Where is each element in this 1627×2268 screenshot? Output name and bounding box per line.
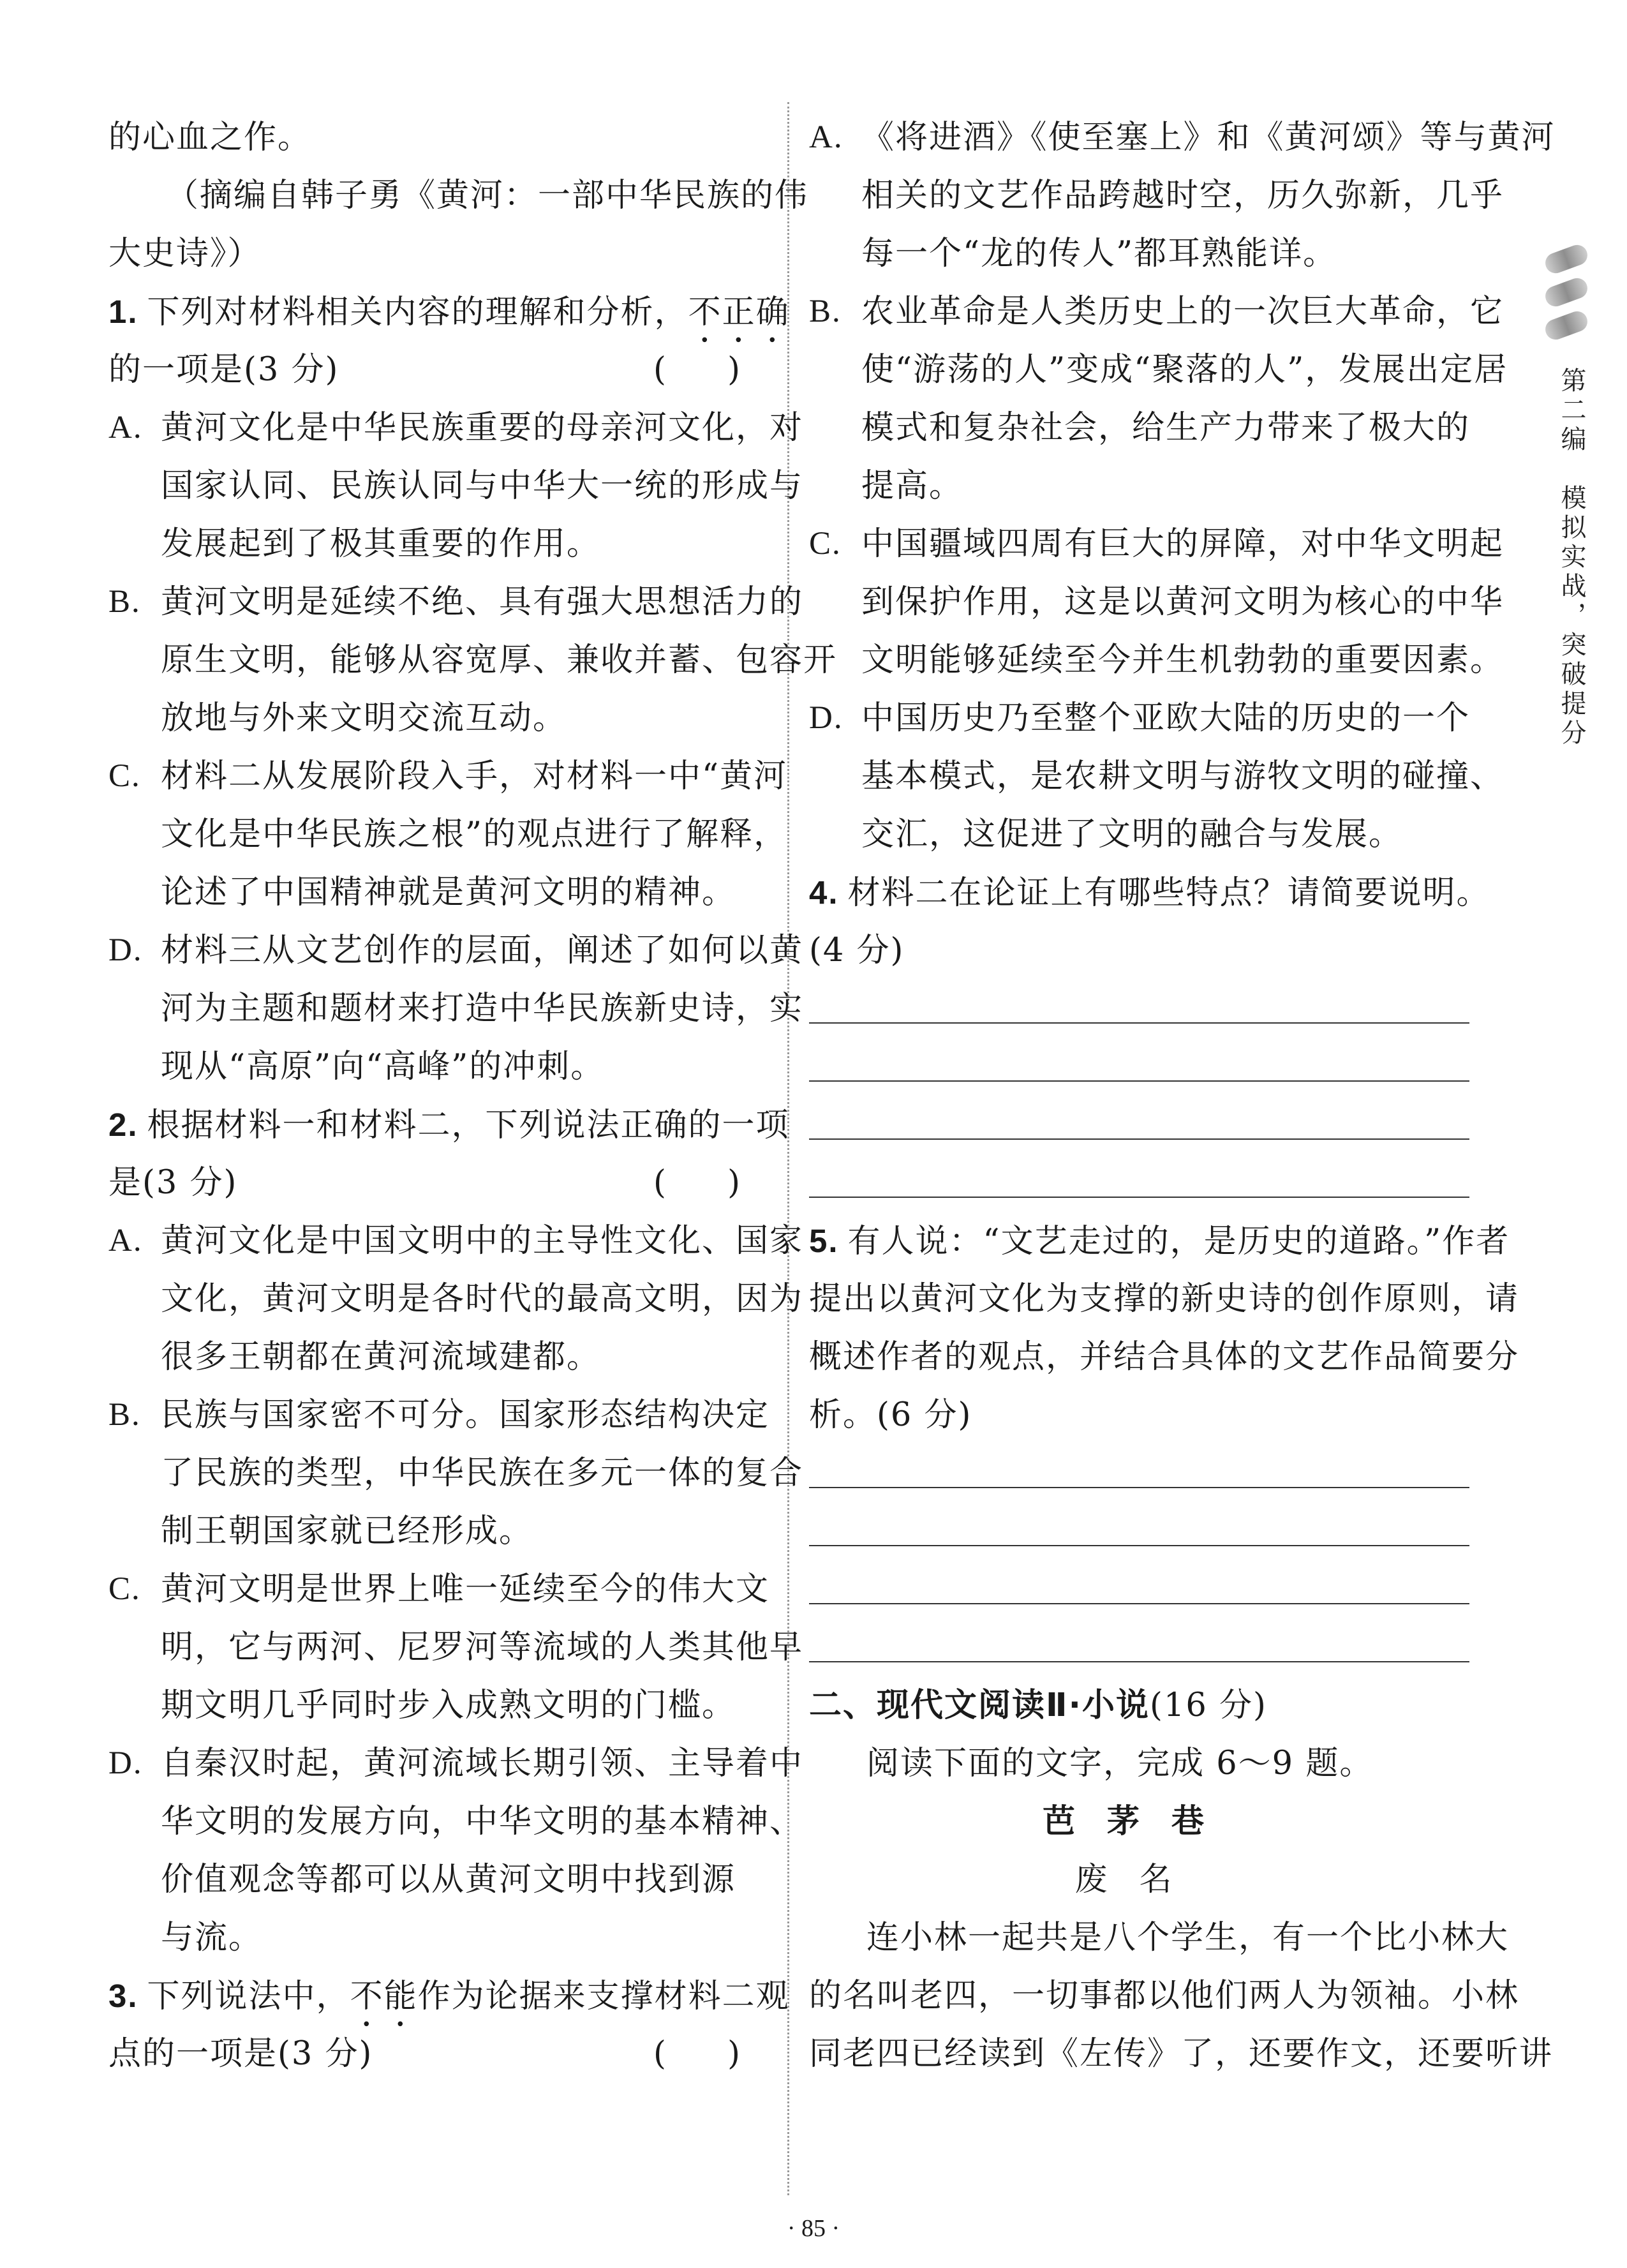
q4-answer-line[interactable] [809, 980, 1469, 1038]
option-line [108, 515, 766, 573]
left-column [108, 108, 838, 2083]
option-text: 文明能够延续至今并生机勃勃的重要因素。 [861, 641, 1504, 679]
option-line [809, 341, 1508, 399]
option-text: 中国历史乃至整个亚欧大陆的历史的一个 [861, 699, 1471, 737]
option-letter[interactable]: C. [809, 526, 842, 562]
q4-answer-line[interactable] [809, 1096, 1469, 1154]
option-text: 论述了中国精神就是黄河文明的精神。 [161, 874, 736, 911]
option-line [809, 457, 1469, 515]
option-line [108, 1735, 804, 1793]
option-letter[interactable]: A. [809, 119, 843, 155]
source-line-1: （摘编自韩子勇《黄河：一部中华民族的伟 [166, 177, 809, 214]
option-letter [108, 1038, 161, 1096]
option-line [809, 399, 1469, 457]
option-line [108, 399, 804, 457]
q5-answer-line[interactable] [809, 1618, 1469, 1676]
option-line [809, 515, 1504, 573]
side-section-tab [1541, 242, 1592, 749]
option-line [809, 167, 1504, 225]
option-text: 华文明的发展方向，中华文明的基本精神、 [161, 1803, 804, 1840]
story-text-line: 的名叫老四，一切事都以他们两人为领袖。小林 [809, 1977, 1520, 2015]
option-letter [809, 225, 861, 283]
option-line [108, 1502, 766, 1560]
q4-answer-line[interactable] [809, 1038, 1469, 1096]
option-line [809, 573, 1504, 631]
option-line [108, 1038, 766, 1096]
option-letter [108, 1328, 161, 1386]
story-author: 废名 [1074, 1861, 1204, 1899]
q3-stem-line1 [108, 1967, 790, 2025]
option-text: 模式和复杂社会，给生产力带来了极大的 [861, 409, 1471, 447]
q2-options [108, 1212, 804, 1967]
q2-answer-paren[interactable]: ( ) [653, 1164, 766, 1202]
option-line [809, 747, 1504, 805]
option-text: 黄河文化是中华民族重要的母亲河文化，对 [161, 409, 804, 447]
option-line [108, 1851, 766, 1909]
option-text: 相关的文艺作品跨越时空，历久弥新，几乎 [861, 177, 1504, 214]
option-text: 中国疆域四周有巨大的屏障，对中华文明起 [861, 525, 1504, 563]
q2-number: 2. [108, 1107, 138, 1143]
option-text: 《将进酒》《使至塞上》和《黄河颂》等与黄河 [861, 119, 1556, 156]
option-letter [108, 1618, 161, 1676]
q5-answer-line[interactable] [809, 1560, 1469, 1618]
option-text: 提高。 [861, 467, 963, 505]
option-line [108, 1676, 766, 1735]
option-letter[interactable]: C. [108, 758, 141, 794]
option-letter[interactable]: D. [108, 1745, 143, 1781]
option-letter[interactable]: B. [108, 1397, 141, 1433]
option-text: 制王朝国家就已经形成。 [161, 1512, 533, 1550]
option-letter [108, 1851, 161, 1909]
option-letter[interactable]: D. [108, 932, 143, 968]
q3-answer-paren[interactable]: ( ) [653, 2035, 766, 2073]
q1-answer-paren[interactable]: ( ) [653, 351, 766, 389]
option-letter [809, 167, 861, 225]
option-text: 使“游荡的人”变成“聚落的人”，发展出定居 [861, 351, 1508, 389]
q5-stem-line1 [809, 1212, 1510, 1270]
story-text-line: 同老四已经读到《左传》了，还要作文，还要听讲 [809, 2035, 1554, 2073]
option-line [108, 1386, 770, 1444]
option-text: 很多王朝都在黄河流域建都。 [161, 1338, 601, 1376]
q4-number: 4. [809, 874, 839, 911]
q5-stem-line2: 提出以黄河文化为支撑的新史诗的创作原则，请 [809, 1280, 1520, 1318]
q1-stem-tail: 的一项是(3 分) [108, 351, 339, 389]
option-letter [809, 341, 861, 399]
option-text: 明，它与两河、尼罗河等流域的人类其他早 [161, 1629, 804, 1666]
option-letter [809, 631, 861, 689]
option-text: 发展起到了极其重要的作用。 [161, 525, 601, 563]
option-line [108, 573, 804, 631]
q5-stem-text: 有人说：“文艺走过的，是历史的道路。”作者 [847, 1223, 1510, 1260]
option-text: 黄河文化是中国文明中的主导性文化、国家 [161, 1222, 804, 1260]
option-line [108, 1793, 804, 1851]
option-text: 农业革命是人类历史上的一次巨大革命，它 [861, 293, 1504, 331]
option-text: 河为主题和题材来打造中华民族新史诗，实 [161, 990, 804, 1027]
q1-options [108, 399, 838, 1096]
option-line [809, 805, 1469, 863]
q1-stem-pre: 下列对材料相关内容的理解和分析， [147, 294, 688, 331]
option-text: 放地与外来文明交流互动。 [161, 699, 567, 737]
option-letter[interactable]: D. [809, 700, 843, 736]
option-letter [108, 980, 161, 1038]
option-line [108, 805, 788, 863]
option-line [809, 631, 1504, 689]
option-text: 基本模式，是农耕文明与游牧文明的碰撞、 [861, 757, 1504, 795]
source-line-2: 大史诗》） [108, 235, 262, 272]
option-line [108, 1560, 770, 1618]
q2-stem-line1 [108, 1096, 790, 1154]
option-text: 与流。 [161, 1919, 263, 1957]
option-letter[interactable]: B. [809, 294, 842, 329]
option-line [809, 689, 1469, 747]
option-letter [108, 515, 161, 573]
option-letter [108, 1909, 161, 1967]
option-text: 价值观念等都可以从黄河文明中找到源 [161, 1861, 736, 1899]
option-letter [809, 747, 861, 805]
option-line [108, 1618, 804, 1676]
story-text-line: 连小林一起共是八个学生，有一个比小林大 [866, 1919, 1510, 1957]
option-letter [809, 805, 861, 863]
option-letter [108, 805, 161, 863]
intro-end: 的心血之作。 [108, 119, 312, 156]
option-letter [809, 457, 861, 515]
q5-stem-line3: 概述作者的观点，并结合具体的文艺作品简要分 [809, 1338, 1520, 1376]
option-text: 材料二从发展阶段入手，对材料一中“黄河 [161, 757, 788, 795]
option-text: 交汇，这促进了文明的融合与发展。 [861, 816, 1403, 853]
right-column [809, 108, 1556, 2083]
q3-stem-tail: 点的一项是(3 分) [108, 2035, 373, 2073]
option-letter [108, 457, 161, 515]
option-line [108, 863, 766, 921]
option-text: 期文明几乎同时步入成熟文明的门槛。 [161, 1687, 736, 1724]
option-letter [108, 689, 161, 747]
option-letter [809, 399, 861, 457]
option-letter [108, 1676, 161, 1735]
q3-stem-pre: 下列说法中， [147, 1978, 350, 2015]
q1-number: 1. [108, 294, 138, 330]
section2-instruction: 阅读下面的文字，完成 6～9 题。 [866, 1745, 1374, 1782]
q3-stem-line2 [108, 2025, 766, 2083]
q1-stem-emphasis: 不正确 [688, 294, 790, 331]
q4-stem-line1 [809, 863, 1490, 921]
section2-heading [809, 1676, 1469, 1735]
option-line [108, 689, 766, 747]
option-letter[interactable]: A. [108, 1223, 143, 1258]
option-text: 每一个“龙的传人”都耳熟能详。 [861, 235, 1337, 272]
option-line [108, 1270, 804, 1328]
option-line [108, 1212, 804, 1270]
option-letter[interactable]: C. [108, 1571, 141, 1607]
option-letter[interactable]: B. [108, 584, 141, 620]
option-letter [108, 863, 161, 921]
q3-stem-post: 作为论据来支撑材料二观 [417, 1978, 790, 2015]
option-letter [108, 1444, 161, 1502]
q4-stem-text: 材料二在论证上有哪些特点？请简要说明。 [847, 874, 1490, 912]
q5-answer-line[interactable] [809, 1502, 1469, 1560]
option-text: 自秦汉时起，黄河流域长期引领、主导着中 [161, 1745, 804, 1782]
q2-stem-line2 [108, 1154, 766, 1212]
q3-stem-emphasis: 不能 [350, 1978, 418, 2015]
option-text: 原生文明，能够从容宽厚、兼收并蓄、包容开 [161, 641, 838, 679]
option-text: 文化，黄河文明是各时代的最高文明，因为 [161, 1280, 804, 1318]
option-line [809, 225, 1469, 283]
story-text [809, 1909, 1554, 2083]
option-text: 材料三从文艺创作的层面，阐述了如何以黄 [161, 932, 804, 969]
q3-options [809, 108, 1556, 863]
option-text: 了民族的类型，中华民族在多元一体的复合 [161, 1454, 804, 1492]
section2-points: (16 分) [1149, 1687, 1267, 1724]
option-line [108, 631, 838, 689]
option-letter [108, 1793, 161, 1851]
option-text: 文化是中华民族之根”的观点进行了解释， [161, 816, 788, 853]
option-line [809, 108, 1556, 167]
q3-number: 3. [108, 1978, 138, 2014]
option-text: 民族与国家密不可分。国家形态结构决定 [161, 1396, 770, 1434]
option-letter [108, 1270, 161, 1328]
option-text: 到保护作用，这是以黄河文明为核心的中华 [861, 583, 1504, 621]
q1-stem-line2 [108, 341, 766, 399]
option-letter [108, 631, 161, 689]
option-text: 黄河文明是延续不绝、具有强大思想活力的 [161, 583, 804, 621]
q2-stem-tail: 是(3 分) [108, 1164, 238, 1202]
side-tab-label: 第二编 模拟实战，突破提分 [1557, 367, 1586, 749]
option-letter [108, 1502, 161, 1560]
section2-heading-text: 二、现代文阅读Ⅱ·小说 [809, 1687, 1150, 1724]
brush-decoration-icon [1541, 242, 1592, 351]
option-text: 现从“高原”向“高峰”的冲刺。 [161, 1048, 605, 1086]
option-line [809, 283, 1504, 341]
option-line [108, 747, 788, 805]
option-line [108, 921, 804, 980]
option-letter[interactable]: A. [108, 410, 143, 445]
page-number: · 85 · [787, 2215, 840, 2242]
option-line [108, 1444, 804, 1502]
option-line [108, 1328, 766, 1386]
q4-answer-line[interactable] [809, 1154, 1469, 1212]
option-letter [809, 573, 861, 631]
story-title: 芭茅巷 [1042, 1803, 1236, 1840]
option-text: 黄河文明是世界上唯一延续至今的伟大文 [161, 1570, 770, 1608]
option-line [108, 1909, 766, 1967]
option-text: 国家认同、民族认同与中华大一统的形成与 [161, 467, 804, 505]
q2-stem-text: 根据材料一和材料二，下列说法正确的一项 [147, 1107, 790, 1144]
option-line [108, 457, 804, 515]
q5-stem-line4: 析。(6 分) [809, 1396, 972, 1434]
q1-stem-line1 [108, 283, 790, 341]
q4-stem-line2: (4 分) [809, 932, 905, 969]
q5-answer-line[interactable] [809, 1444, 1469, 1502]
option-line [108, 980, 804, 1038]
q5-number: 5. [809, 1223, 839, 1259]
